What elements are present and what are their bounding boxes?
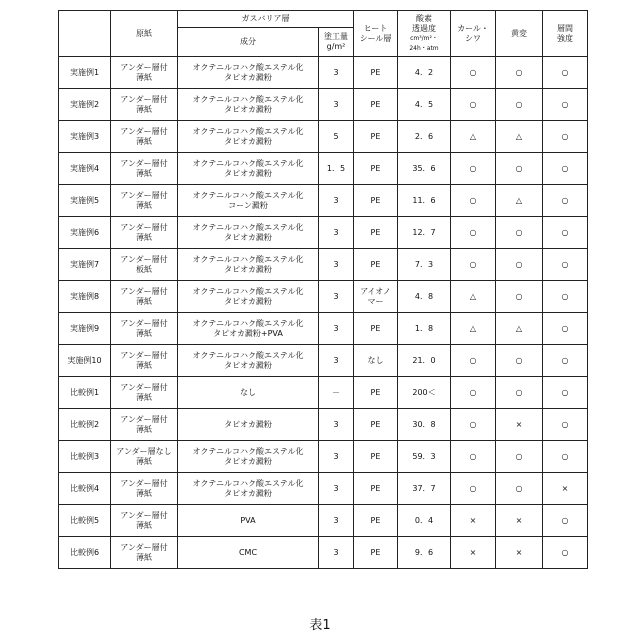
yellowing-cell: △ bbox=[496, 185, 543, 217]
yellowing-cell: △ bbox=[496, 121, 543, 153]
yellowing-cell: ○ bbox=[496, 377, 543, 409]
heat-seal-cell: PE bbox=[354, 249, 398, 281]
paper-cell: アンダー層付 薄紙 bbox=[111, 217, 178, 249]
curl-cell: ○ bbox=[451, 249, 496, 281]
table-row bbox=[59, 441, 588, 473]
curl-cell: △ bbox=[451, 121, 496, 153]
table-row bbox=[59, 153, 588, 185]
paper-cell: アンダー層付 薄紙 bbox=[111, 281, 178, 313]
header-component: 成分 bbox=[178, 28, 319, 57]
paper-cell: アンダー層付 薄紙 bbox=[111, 185, 178, 217]
paper-cell: アンダー層付 薄紙 bbox=[111, 121, 178, 153]
heat-seal-cell: PE bbox=[354, 409, 398, 441]
yellowing-cell: × bbox=[496, 505, 543, 537]
table-row bbox=[59, 185, 588, 217]
yellowing-cell: ○ bbox=[496, 441, 543, 473]
interlayer-cell: ○ bbox=[543, 249, 588, 281]
header-coating bbox=[319, 28, 354, 57]
component-cell: オクテニルコハク酸エステル化 タピオカ澱粉+PVA bbox=[178, 313, 319, 345]
row-name: 比較例5 bbox=[59, 505, 111, 537]
header-oxygen-line2: 透過度 bbox=[398, 24, 450, 34]
curl-cell: ○ bbox=[451, 377, 496, 409]
paper-cell: アンダー層付 薄紙 bbox=[111, 89, 178, 121]
table-row bbox=[59, 57, 588, 89]
paper-cell: アンダー層付 薄紙 bbox=[111, 505, 178, 537]
component-cell: オクテニルコハク酸エステル化 タピオカ澱粉 bbox=[178, 89, 319, 121]
heat-seal-cell: PE bbox=[354, 441, 398, 473]
yellowing-cell: × bbox=[496, 409, 543, 441]
interlayer-cell: ○ bbox=[543, 89, 588, 121]
coating-cell: 3 bbox=[319, 473, 354, 505]
row-name: 実施例1 bbox=[59, 57, 111, 89]
oxygen-cell: 59．3 bbox=[398, 441, 451, 473]
curl-cell: ○ bbox=[451, 57, 496, 89]
heat-seal-cell: アイオノ マー bbox=[354, 281, 398, 313]
row-name: 実施例7 bbox=[59, 249, 111, 281]
header-heat-seal-line1: ヒート bbox=[354, 24, 397, 34]
yellowing-cell: △ bbox=[496, 313, 543, 345]
heat-seal-cell: PE bbox=[354, 185, 398, 217]
yellowing-cell: ○ bbox=[496, 281, 543, 313]
yellowing-cell: ○ bbox=[496, 249, 543, 281]
table-row bbox=[59, 281, 588, 313]
paper-cell: アンダー層付 薄紙 bbox=[111, 377, 178, 409]
paper-cell: アンダー層付 薄紙 bbox=[111, 313, 178, 345]
component-cell: オクテニルコハク酸エステル化 タピオカ澱粉 bbox=[178, 217, 319, 249]
row-name: 実施例4 bbox=[59, 153, 111, 185]
paper-cell: アンダー層付 薄紙 bbox=[111, 537, 178, 569]
coating-cell: 3 bbox=[319, 185, 354, 217]
table-row bbox=[59, 537, 588, 569]
header-curl: カール・ シワ bbox=[451, 11, 496, 57]
component-cell: オクテニルコハク酸エステル化 タピオカ澱粉 bbox=[178, 249, 319, 281]
component-cell: PVA bbox=[178, 505, 319, 537]
coating-cell: 3 bbox=[319, 89, 354, 121]
paper-cell: アンダー層付 薄紙 bbox=[111, 57, 178, 89]
oxygen-cell: 7．3 bbox=[398, 249, 451, 281]
interlayer-cell: ○ bbox=[543, 313, 588, 345]
interlayer-cell: ○ bbox=[543, 377, 588, 409]
table-row bbox=[59, 121, 588, 153]
oxygen-cell: 30．8 bbox=[398, 409, 451, 441]
row-name: 比較例1 bbox=[59, 377, 111, 409]
curl-cell: ○ bbox=[451, 185, 496, 217]
row-name: 実施例6 bbox=[59, 217, 111, 249]
table-caption: 表1 bbox=[0, 614, 640, 633]
heat-seal-cell: PE bbox=[354, 217, 398, 249]
interlayer-cell: ○ bbox=[543, 217, 588, 249]
row-name: 比較例4 bbox=[59, 473, 111, 505]
interlayer-cell: ○ bbox=[543, 345, 588, 377]
yellowing-cell: ○ bbox=[496, 89, 543, 121]
table-row bbox=[59, 505, 588, 537]
table-row bbox=[59, 473, 588, 505]
row-name: 比較例2 bbox=[59, 409, 111, 441]
coating-cell: 3 bbox=[319, 217, 354, 249]
curl-cell: ○ bbox=[451, 409, 496, 441]
yellowing-cell: ○ bbox=[496, 153, 543, 185]
header-blank bbox=[59, 11, 111, 57]
header-heat-seal bbox=[354, 11, 398, 57]
oxygen-cell: 200＜ bbox=[398, 377, 451, 409]
interlayer-cell: ○ bbox=[543, 409, 588, 441]
row-name: 実施例3 bbox=[59, 121, 111, 153]
yellowing-cell: ○ bbox=[496, 217, 543, 249]
oxygen-cell: 4．2 bbox=[398, 57, 451, 89]
oxygen-cell: 21．0 bbox=[398, 345, 451, 377]
component-cell: なし bbox=[178, 377, 319, 409]
heat-seal-cell: PE bbox=[354, 57, 398, 89]
table-row bbox=[59, 345, 588, 377]
results-table bbox=[58, 10, 588, 569]
oxygen-cell: 0．4 bbox=[398, 505, 451, 537]
oxygen-cell: 4．5 bbox=[398, 89, 451, 121]
interlayer-cell: × bbox=[543, 473, 588, 505]
curl-cell: ○ bbox=[451, 217, 496, 249]
heat-seal-cell: PE bbox=[354, 153, 398, 185]
heat-seal-cell: なし bbox=[354, 345, 398, 377]
oxygen-cell: 1．8 bbox=[398, 313, 451, 345]
paper-cell: アンダー層付 薄紙 bbox=[111, 473, 178, 505]
coating-cell: 3 bbox=[319, 313, 354, 345]
header-oxygen-line1: 酸素 bbox=[398, 14, 450, 24]
coating-cell: 3 bbox=[319, 249, 354, 281]
table-row bbox=[59, 313, 588, 345]
curl-cell: × bbox=[451, 537, 496, 569]
heat-seal-cell: PE bbox=[354, 505, 398, 537]
yellowing-cell: × bbox=[496, 537, 543, 569]
curl-cell: ○ bbox=[451, 441, 496, 473]
coating-cell: 3 bbox=[319, 537, 354, 569]
component-cell: オクテニルコハク酸エステル化 タピオカ澱粉 bbox=[178, 57, 319, 89]
yellowing-cell: ○ bbox=[496, 473, 543, 505]
oxygen-cell: 9．6 bbox=[398, 537, 451, 569]
curl-cell: ○ bbox=[451, 473, 496, 505]
curl-cell: × bbox=[451, 505, 496, 537]
coating-cell: 1．5 bbox=[319, 153, 354, 185]
table-row bbox=[59, 217, 588, 249]
coating-cell: 3 bbox=[319, 409, 354, 441]
coating-cell: 5 bbox=[319, 121, 354, 153]
interlayer-cell: ○ bbox=[543, 441, 588, 473]
table-row bbox=[59, 89, 588, 121]
oxygen-cell: 37．7 bbox=[398, 473, 451, 505]
paper-cell: アンダー層付 薄紙 bbox=[111, 409, 178, 441]
table-row bbox=[59, 409, 588, 441]
interlayer-cell: ○ bbox=[543, 185, 588, 217]
paper-cell: アンダー層付 薄紙 bbox=[111, 345, 178, 377]
row-name: 実施例5 bbox=[59, 185, 111, 217]
curl-cell: △ bbox=[451, 313, 496, 345]
interlayer-cell: ○ bbox=[543, 537, 588, 569]
paper-cell: アンダー層付 薄紙 bbox=[111, 153, 178, 185]
header-gas-barrier: ガスバリア層 bbox=[178, 11, 354, 28]
component-cell: CMC bbox=[178, 537, 319, 569]
curl-cell: △ bbox=[451, 281, 496, 313]
table-row bbox=[59, 249, 588, 281]
header-paper: 原紙 bbox=[111, 11, 178, 57]
oxygen-cell: 2．6 bbox=[398, 121, 451, 153]
component-cell: オクテニルコハク酸エステル化 タピオカ澱粉 bbox=[178, 153, 319, 185]
row-name: 実施例9 bbox=[59, 313, 111, 345]
heat-seal-cell: PE bbox=[354, 89, 398, 121]
component-cell: オクテニルコハク酸エステル化 タピオカ澱粉 bbox=[178, 345, 319, 377]
row-name: 比較例3 bbox=[59, 441, 111, 473]
coating-cell: 3 bbox=[319, 57, 354, 89]
header-coating-line1: 塗工量 bbox=[319, 32, 353, 42]
heat-seal-cell: PE bbox=[354, 473, 398, 505]
header-interlayer: 層間 強度 bbox=[543, 11, 588, 57]
interlayer-cell: ○ bbox=[543, 505, 588, 537]
heat-seal-cell: PE bbox=[354, 313, 398, 345]
header-oxygen bbox=[398, 11, 451, 57]
table-row bbox=[59, 377, 588, 409]
header-coating-line2: g/m² bbox=[319, 42, 353, 52]
header-oxygen-line3: cm³/m²・ bbox=[398, 34, 450, 44]
header-row-1 bbox=[59, 11, 588, 28]
curl-cell: ○ bbox=[451, 89, 496, 121]
yellowing-cell: ○ bbox=[496, 345, 543, 377]
interlayer-cell: ○ bbox=[543, 121, 588, 153]
heat-seal-cell: PE bbox=[354, 537, 398, 569]
interlayer-cell: ○ bbox=[543, 153, 588, 185]
interlayer-cell: ○ bbox=[543, 281, 588, 313]
component-cell: オクテニルコハク酸エステル化 タピオカ澱粉 bbox=[178, 473, 319, 505]
component-cell: タピオカ澱粉 bbox=[178, 409, 319, 441]
interlayer-cell: ○ bbox=[543, 57, 588, 89]
row-name: 比較例6 bbox=[59, 537, 111, 569]
paper-cell: アンダー層付 板紙 bbox=[111, 249, 178, 281]
header-oxygen-line4: 24h・atm bbox=[398, 44, 450, 54]
coating-cell: － bbox=[319, 377, 354, 409]
row-name: 実施例2 bbox=[59, 89, 111, 121]
coating-cell: 3 bbox=[319, 505, 354, 537]
yellowing-cell: ○ bbox=[496, 57, 543, 89]
oxygen-cell: 35．6 bbox=[398, 153, 451, 185]
oxygen-cell: 11．6 bbox=[398, 185, 451, 217]
header-heat-seal-line2: シール層 bbox=[354, 34, 397, 44]
curl-cell: ○ bbox=[451, 345, 496, 377]
curl-cell: ○ bbox=[451, 153, 496, 185]
heat-seal-cell: PE bbox=[354, 377, 398, 409]
component-cell: オクテニルコハク酸エステル化 コーン澱粉 bbox=[178, 185, 319, 217]
heat-seal-cell: PE bbox=[354, 121, 398, 153]
row-name: 実施例10 bbox=[59, 345, 111, 377]
row-name: 実施例8 bbox=[59, 281, 111, 313]
coating-cell: 3 bbox=[319, 281, 354, 313]
paper-cell: アンダー層なし 薄紙 bbox=[111, 441, 178, 473]
coating-cell: 3 bbox=[319, 345, 354, 377]
component-cell: オクテニルコハク酸エステル化 タピオカ澱粉 bbox=[178, 281, 319, 313]
component-cell: オクテニルコハク酸エステル化 タピオカ澱粉 bbox=[178, 121, 319, 153]
oxygen-cell: 12．7 bbox=[398, 217, 451, 249]
component-cell: オクテニルコハク酸エステル化 タピオカ澱粉 bbox=[178, 441, 319, 473]
coating-cell: 3 bbox=[319, 441, 354, 473]
header-yellowing: 黄変 bbox=[496, 11, 543, 57]
oxygen-cell: 4．8 bbox=[398, 281, 451, 313]
